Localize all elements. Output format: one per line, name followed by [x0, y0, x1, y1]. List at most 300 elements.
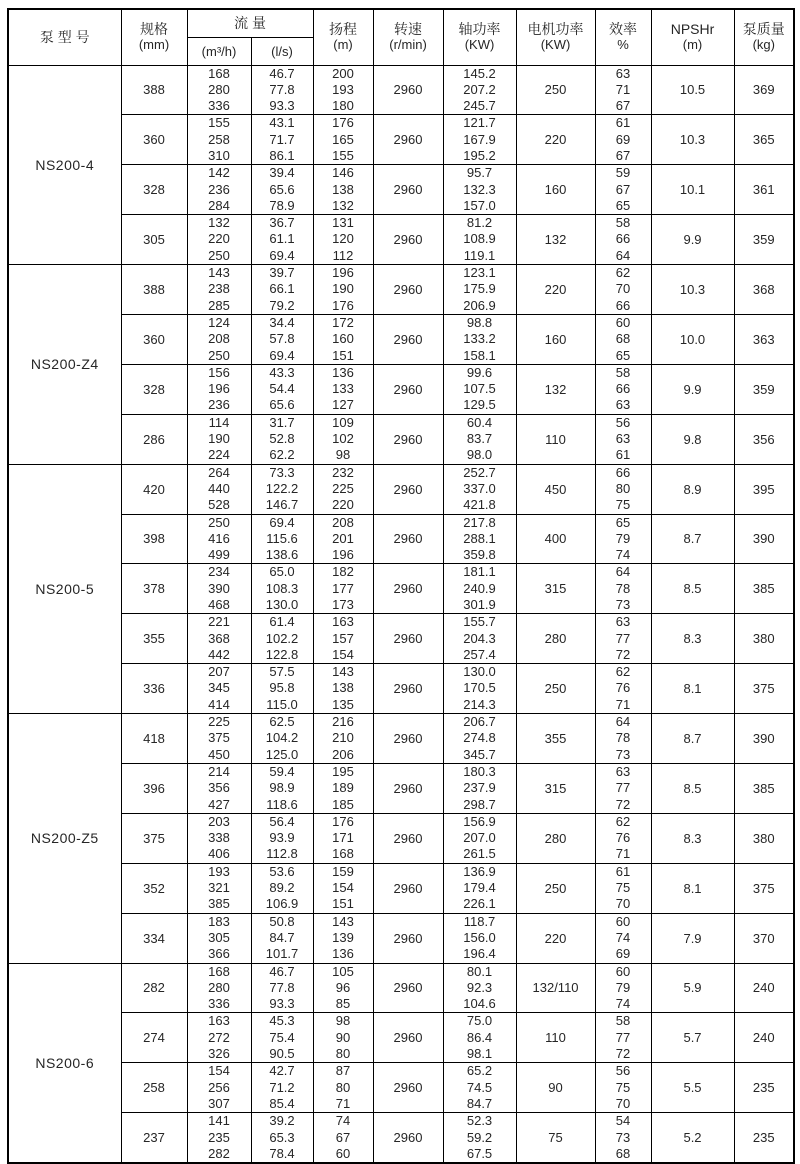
col-header-efficiency-unit: % — [617, 37, 629, 53]
head-values — [313, 314, 373, 364]
flow-m3h-values-line: 256 — [208, 1079, 230, 1095]
flow-ls-values-line: 78.4 — [269, 1145, 295, 1161]
spec-row — [8, 1063, 794, 1113]
head-values-line: 172 — [332, 314, 354, 330]
efficiency-values-line: 56 — [615, 414, 631, 430]
flow-m3h-values-line: 236 — [208, 397, 230, 413]
efficiency-values-line: 61 — [615, 447, 631, 463]
efficiency-values-line: 66 — [615, 464, 631, 480]
spec-value: 360 — [121, 115, 187, 165]
shaft-power-values-line: 136.9 — [463, 863, 496, 879]
shaft-power-values-line: 123.1 — [463, 265, 496, 281]
head-values-line: 112 — [332, 247, 354, 263]
motor-power-value: 220 — [516, 265, 595, 315]
shaft-power-values-line: 80.1 — [466, 963, 493, 979]
shaft-power-values-line: 118.7 — [463, 913, 496, 929]
spec-value: 282 — [121, 963, 187, 1013]
shaft-power-values-line: 59.2 — [466, 1129, 493, 1145]
flow-m3h-values-line: 528 — [208, 497, 230, 513]
flow-m3h-values-line: 114 — [208, 414, 230, 430]
flow-m3h-values-line: 264 — [208, 464, 230, 480]
spec-row — [8, 464, 794, 514]
shaft-power-values — [443, 714, 516, 764]
flow-m3h-values-line: 236 — [208, 181, 230, 197]
speed-value: 2960 — [373, 664, 443, 714]
flow-ls-values — [251, 65, 313, 115]
flow-m3h-values — [187, 265, 251, 315]
shaft-power-values-line: 132.3 — [463, 181, 496, 197]
spec-value: 375 — [121, 813, 187, 863]
flow-m3h-values-line: 154 — [208, 1063, 230, 1079]
shaft-power-values-line: 107.5 — [463, 381, 496, 397]
efficiency-values-line: 72 — [615, 1046, 631, 1062]
shaft-power-values-line: 98.1 — [466, 1046, 493, 1062]
head-values-line: 74 — [335, 1113, 351, 1129]
flow-ls-values-line: 101.7 — [265, 946, 299, 962]
flow-ls-values-line: 31.7 — [269, 414, 295, 430]
head-values-line: 176 — [332, 115, 354, 131]
flow-ls-values-line: 71.7 — [269, 131, 295, 147]
flow-ls-values-line: 56.4 — [269, 813, 295, 829]
col-header-mass-unit: (kg) — [752, 37, 775, 53]
speed-value: 2960 — [373, 614, 443, 664]
npshr-value: 8.9 — [651, 464, 734, 514]
mass-value: 235 — [734, 1113, 794, 1163]
head-values-line: 171 — [332, 830, 354, 846]
flow-m3h-values-line: 235 — [208, 1129, 230, 1145]
spec-row — [8, 65, 794, 115]
head-values-line: 232 — [332, 464, 354, 480]
shaft-power-values-line: 98.8 — [466, 314, 493, 330]
flow-m3h-values — [187, 664, 251, 714]
spec-row — [8, 165, 794, 215]
flow-m3h-values-line: 221 — [208, 614, 230, 630]
spec-value: 378 — [121, 564, 187, 614]
shaft-power-values — [443, 215, 516, 265]
flow-ls-values-line: 45.3 — [269, 1013, 295, 1029]
efficiency-values-line: 65 — [615, 197, 631, 213]
flow-m3h-values-line: 338 — [208, 830, 230, 846]
spec-value: 237 — [121, 1113, 187, 1163]
shaft-power-values — [443, 265, 516, 315]
flow-ls-values — [251, 265, 313, 315]
spec-row — [8, 564, 794, 614]
flow-m3h-values-line: 368 — [208, 630, 230, 646]
flow-m3h-values-line: 142 — [208, 165, 230, 181]
table-header — [8, 9, 794, 65]
flow-ls-values-line: 93.3 — [269, 996, 295, 1012]
flow-m3h-values-line: 163 — [208, 1013, 230, 1029]
flow-ls-values-line: 98.9 — [269, 780, 295, 796]
efficiency-values-line: 59 — [615, 165, 631, 181]
shaft-power-values-line: 98.0 — [466, 447, 493, 463]
flow-ls-values-line: 57.5 — [269, 664, 295, 680]
flow-ls-values — [251, 813, 313, 863]
flow-ls-values-line: 93.3 — [269, 98, 295, 114]
shaft-power-values-line: 167.9 — [463, 131, 496, 147]
shaft-power-values-line: 245.7 — [463, 98, 496, 114]
npshr-value: 10.0 — [651, 314, 734, 364]
spec-row — [8, 714, 794, 764]
efficiency-values — [595, 1063, 651, 1113]
efficiency-values-line: 73 — [615, 746, 631, 762]
flow-m3h-values-line: 207 — [208, 664, 230, 680]
flow-ls-values-line: 59.4 — [269, 763, 295, 779]
flow-ls-values-line: 34.4 — [269, 314, 295, 330]
flow-ls-values-line: 61.4 — [269, 614, 295, 630]
shaft-power-values-line: 155.7 — [463, 614, 496, 630]
flow-m3h-values-line: 234 — [208, 564, 230, 580]
flow-ls-values-line: 104.2 — [265, 730, 299, 746]
flow-m3h-values-line: 310 — [208, 147, 230, 163]
flow-m3h-values-line: 390 — [208, 580, 230, 596]
motor-power-value: 110 — [516, 414, 595, 464]
spec-value: 328 — [121, 364, 187, 414]
header-row-1 — [8, 9, 794, 37]
mass-value: 361 — [734, 165, 794, 215]
efficiency-values-line: 67 — [615, 98, 631, 114]
mass-value: 375 — [734, 664, 794, 714]
flow-ls-values-line: 85.4 — [269, 1095, 295, 1111]
efficiency-values-line: 70 — [615, 281, 631, 297]
flow-ls-values-line: 93.9 — [269, 830, 295, 846]
flow-m3h-values-line: 208 — [208, 331, 230, 347]
efficiency-values-line: 62 — [615, 813, 631, 829]
flow-m3h-values-line: 499 — [208, 547, 230, 563]
flow-m3h-values-line: 203 — [208, 813, 230, 829]
head-values-line: 85 — [335, 996, 351, 1012]
head-values — [313, 714, 373, 764]
flow-m3h-values-line: 284 — [208, 197, 230, 213]
flow-m3h-values-line: 416 — [208, 530, 230, 546]
head-values — [313, 1013, 373, 1063]
efficiency-values — [595, 464, 651, 514]
pump-model-label: NS200-Z4 — [8, 265, 121, 465]
col-header-head-label: 扬程 — [329, 21, 358, 38]
flow-ls-values-line: 46.7 — [269, 65, 295, 81]
flow-m3h-values-line: 280 — [208, 979, 230, 995]
shaft-power-values-line: 181.1 — [463, 564, 496, 580]
efficiency-values-line: 64 — [615, 714, 631, 730]
motor-power-value: 400 — [516, 514, 595, 564]
head-values-line: 60 — [335, 1145, 351, 1161]
flow-m3h-values — [187, 714, 251, 764]
spec-value: 360 — [121, 314, 187, 364]
shaft-power-values-line: 252.7 — [463, 464, 496, 480]
flow-m3h-values-line: 258 — [208, 131, 230, 147]
efficiency-values-line: 79 — [615, 979, 631, 995]
flow-ls-values-line: 65.6 — [269, 181, 295, 197]
efficiency-values-line: 68 — [615, 1145, 631, 1161]
motor-power-value: 110 — [516, 1013, 595, 1063]
head-values-line: 138 — [332, 181, 354, 197]
efficiency-values — [595, 913, 651, 963]
mass-value: 365 — [734, 115, 794, 165]
col-header-flow-ls: (l/s) — [251, 37, 313, 65]
shaft-power-values-line: 301.9 — [463, 597, 496, 612]
shaft-power-values — [443, 1113, 516, 1163]
head-values-line: 182 — [332, 564, 354, 580]
speed-value: 2960 — [373, 1113, 443, 1163]
mass-value: 240 — [734, 963, 794, 1013]
shaft-power-values-line: 121.7 — [463, 115, 496, 131]
efficiency-values-line: 61 — [615, 863, 631, 879]
flow-m3h-values — [187, 863, 251, 913]
flow-ls-values-line: 118.6 — [266, 796, 298, 812]
head-values — [313, 1063, 373, 1113]
shaft-power-values-line: 204.3 — [463, 630, 496, 646]
flow-m3h-values — [187, 1013, 251, 1063]
flow-ls-values-line: 69.4 — [269, 514, 295, 530]
efficiency-values-line: 67 — [615, 147, 631, 163]
flow-ls-values-line: 50.8 — [269, 913, 295, 929]
shaft-power-values — [443, 364, 516, 414]
npshr-value: 10.5 — [651, 65, 734, 115]
spec-value: 388 — [121, 265, 187, 315]
motor-power-value: 355 — [516, 714, 595, 764]
shaft-power-values — [443, 1063, 516, 1113]
head-values-line: 136 — [332, 946, 354, 962]
efficiency-values-line: 71 — [615, 696, 631, 712]
mass-value: 370 — [734, 913, 794, 963]
col-header-shaft-power — [443, 9, 516, 65]
shaft-power-values-line: 84.7 — [466, 1095, 493, 1111]
flow-ls-values — [251, 115, 313, 165]
head-values-line: 206 — [332, 746, 354, 762]
head-values-line: 208 — [332, 514, 354, 530]
motor-power-value: 250 — [516, 664, 595, 714]
head-values — [313, 1113, 373, 1163]
speed-value: 2960 — [373, 464, 443, 514]
efficiency-values-line: 60 — [615, 913, 631, 929]
spec-row — [8, 763, 794, 813]
head-values-line: 160 — [332, 331, 354, 347]
shaft-power-values-line: 206.7 — [463, 714, 496, 730]
speed-value: 2960 — [373, 414, 443, 464]
pump-model-label: NS200-Z5 — [8, 714, 121, 963]
flow-m3h-values-line: 280 — [208, 81, 230, 97]
speed-value: 2960 — [373, 813, 443, 863]
pump-model-label: NS200-6 — [8, 963, 121, 1163]
efficiency-values-line: 62 — [615, 664, 631, 680]
flow-ls-values-line: 53.6 — [269, 863, 295, 879]
npshr-value: 10.3 — [651, 265, 734, 315]
pump-model-label: NS200-5 — [8, 464, 121, 713]
motor-power-value: 250 — [516, 863, 595, 913]
head-values-line: 155 — [332, 147, 354, 163]
spec-row — [8, 614, 794, 664]
col-header-mass-label: 泵质量 — [742, 21, 785, 38]
head-values-line: 151 — [332, 896, 354, 912]
flow-m3h-values — [187, 514, 251, 564]
flow-m3h-values-line: 141 — [208, 1113, 230, 1129]
efficiency-values-line: 60 — [615, 314, 631, 330]
flow-m3h-values-line: 155 — [208, 115, 230, 131]
shaft-power-values — [443, 564, 516, 614]
col-header-motor-power — [516, 9, 595, 65]
flow-ls-values-line: 39.2 — [269, 1113, 295, 1129]
speed-value: 2960 — [373, 165, 443, 215]
efficiency-values-line: 72 — [615, 646, 631, 662]
efficiency-values — [595, 863, 651, 913]
efficiency-values-line: 62 — [615, 265, 631, 281]
flow-ls-values-line: 122.2 — [265, 480, 299, 496]
shaft-power-values — [443, 863, 516, 913]
efficiency-values-line: 72 — [615, 796, 631, 812]
pump-spec-table — [7, 8, 795, 1164]
shaft-power-values-line: 67.5 — [466, 1145, 493, 1161]
flow-m3h-values-line: 468 — [208, 597, 230, 612]
head-values-line: 196 — [332, 265, 354, 281]
spec-row — [8, 913, 794, 963]
shaft-power-values-line: 288.1 — [463, 530, 496, 546]
table-body — [8, 65, 794, 1163]
col-header-efficiency-label: 效率 — [609, 21, 638, 38]
flow-ls-values-line: 65.0 — [269, 564, 295, 580]
spec-value: 334 — [121, 913, 187, 963]
flow-ls-values-line: 115.0 — [266, 696, 298, 712]
col-header-spec — [121, 9, 187, 65]
spec-value: 352 — [121, 863, 187, 913]
flow-ls-values-line: 77.8 — [269, 979, 295, 995]
efficiency-values-line: 63 — [615, 431, 631, 447]
npshr-value: 10.1 — [651, 165, 734, 215]
speed-value: 2960 — [373, 714, 443, 764]
speed-value: 2960 — [373, 364, 443, 414]
mass-value: 369 — [734, 65, 794, 115]
head-values-line: 201 — [332, 530, 354, 546]
shaft-power-values — [443, 913, 516, 963]
speed-value: 2960 — [373, 514, 443, 564]
efficiency-values-line: 64 — [615, 247, 631, 263]
efficiency-values-line: 67 — [615, 181, 631, 197]
motor-power-value: 450 — [516, 464, 595, 514]
head-values-line: 105 — [332, 963, 354, 979]
flow-ls-values-line: 52.8 — [269, 431, 295, 447]
shaft-power-values-line: 421.8 — [463, 497, 496, 513]
col-header-flow: 流 量 — [187, 9, 313, 37]
flow-m3h-values — [187, 65, 251, 115]
shaft-power-values-line: 237.9 — [463, 780, 496, 796]
speed-value: 2960 — [373, 215, 443, 265]
shaft-power-values-line: 217.8 — [463, 514, 496, 530]
head-values-line: 133 — [332, 381, 354, 397]
flow-m3h-values-line: 450 — [208, 746, 230, 762]
flow-m3h-values-line: 124 — [208, 314, 230, 330]
head-values-line: 168 — [332, 846, 354, 862]
spec-value: 398 — [121, 514, 187, 564]
head-values-line: 173 — [332, 597, 354, 612]
head-values-line: 90 — [335, 1029, 351, 1045]
head-values — [313, 863, 373, 913]
shaft-power-values-line: 226.1 — [463, 896, 496, 912]
shaft-power-values-line: 52.3 — [466, 1113, 493, 1129]
efficiency-values-line: 54 — [615, 1113, 631, 1129]
col-header-speed — [373, 9, 443, 65]
flow-m3h-values — [187, 364, 251, 414]
head-values — [313, 165, 373, 215]
efficiency-values-line: 77 — [615, 630, 631, 646]
head-values-line: 176 — [332, 297, 354, 313]
flow-ls-values — [251, 963, 313, 1013]
head-values — [313, 514, 373, 564]
spec-value: 396 — [121, 763, 187, 813]
efficiency-values — [595, 514, 651, 564]
col-header-shaft-power-label: 轴功率 — [458, 21, 501, 38]
efficiency-values-line: 65 — [615, 514, 631, 530]
spec-row — [8, 863, 794, 913]
shaft-power-values-line: 170.5 — [463, 680, 496, 696]
efficiency-values-line: 58 — [615, 215, 631, 231]
flow-ls-values-line: 46.7 — [269, 963, 295, 979]
head-values-line: 165 — [332, 131, 354, 147]
npshr-value: 8.1 — [651, 863, 734, 913]
motor-power-value: 132 — [516, 364, 595, 414]
spec-value: 336 — [121, 664, 187, 714]
head-values-line: 139 — [332, 929, 354, 945]
flow-ls-values-line: 106.9 — [265, 896, 299, 912]
head-values — [313, 664, 373, 714]
shaft-power-values-line: 130.0 — [463, 664, 496, 680]
npshr-value: 9.9 — [651, 215, 734, 265]
flow-m3h-values-line: 250 — [208, 514, 230, 530]
col-header-shaft-power-unit: (KW) — [464, 37, 495, 53]
flow-m3h-values-line: 214 — [208, 763, 230, 779]
flow-m3h-values — [187, 115, 251, 165]
flow-m3h-values-line: 168 — [208, 963, 230, 979]
spec-row — [8, 215, 794, 265]
efficiency-values-line: 56 — [615, 1063, 631, 1079]
npshr-value: 5.9 — [651, 963, 734, 1013]
flow-m3h-values-line: 285 — [208, 297, 230, 313]
flow-m3h-values-line: 183 — [208, 913, 230, 929]
shaft-power-values-line: 257.4 — [463, 646, 496, 662]
head-values-line: 193 — [332, 81, 354, 97]
flow-ls-values-line: 36.7 — [269, 215, 295, 231]
head-values-line: 154 — [332, 880, 354, 896]
spec-row — [8, 963, 794, 1013]
flow-m3h-values-line: 225 — [208, 714, 230, 730]
flow-m3h-values — [187, 813, 251, 863]
shaft-power-values — [443, 414, 516, 464]
shaft-power-values-line: 180.3 — [463, 763, 496, 779]
flow-m3h-values-line: 143 — [208, 265, 230, 281]
shaft-power-values-line: 359.8 — [463, 547, 496, 563]
head-values-line: 210 — [332, 730, 354, 746]
head-values-line: 180 — [332, 98, 354, 114]
motor-power-value: 315 — [516, 564, 595, 614]
motor-power-value: 220 — [516, 115, 595, 165]
shaft-power-values-line: 156.9 — [463, 813, 496, 829]
shaft-power-values — [443, 115, 516, 165]
flow-ls-values — [251, 714, 313, 764]
flow-m3h-values — [187, 614, 251, 664]
npshr-value: 8.7 — [651, 714, 734, 764]
efficiency-values-line: 75 — [615, 1079, 631, 1095]
head-values-line: 71 — [335, 1095, 351, 1111]
speed-value: 2960 — [373, 963, 443, 1013]
efficiency-values — [595, 714, 651, 764]
efficiency-values-line: 77 — [615, 780, 631, 796]
shaft-power-values-line: 129.5 — [463, 397, 496, 413]
col-header-npshr-unit: (m) — [682, 37, 703, 53]
flow-m3h-values-line: 336 — [208, 996, 230, 1012]
efficiency-values-line: 76 — [615, 680, 631, 696]
motor-power-value: 250 — [516, 65, 595, 115]
head-values — [313, 614, 373, 664]
head-values-line: 146 — [332, 165, 354, 181]
mass-value: 380 — [734, 614, 794, 664]
